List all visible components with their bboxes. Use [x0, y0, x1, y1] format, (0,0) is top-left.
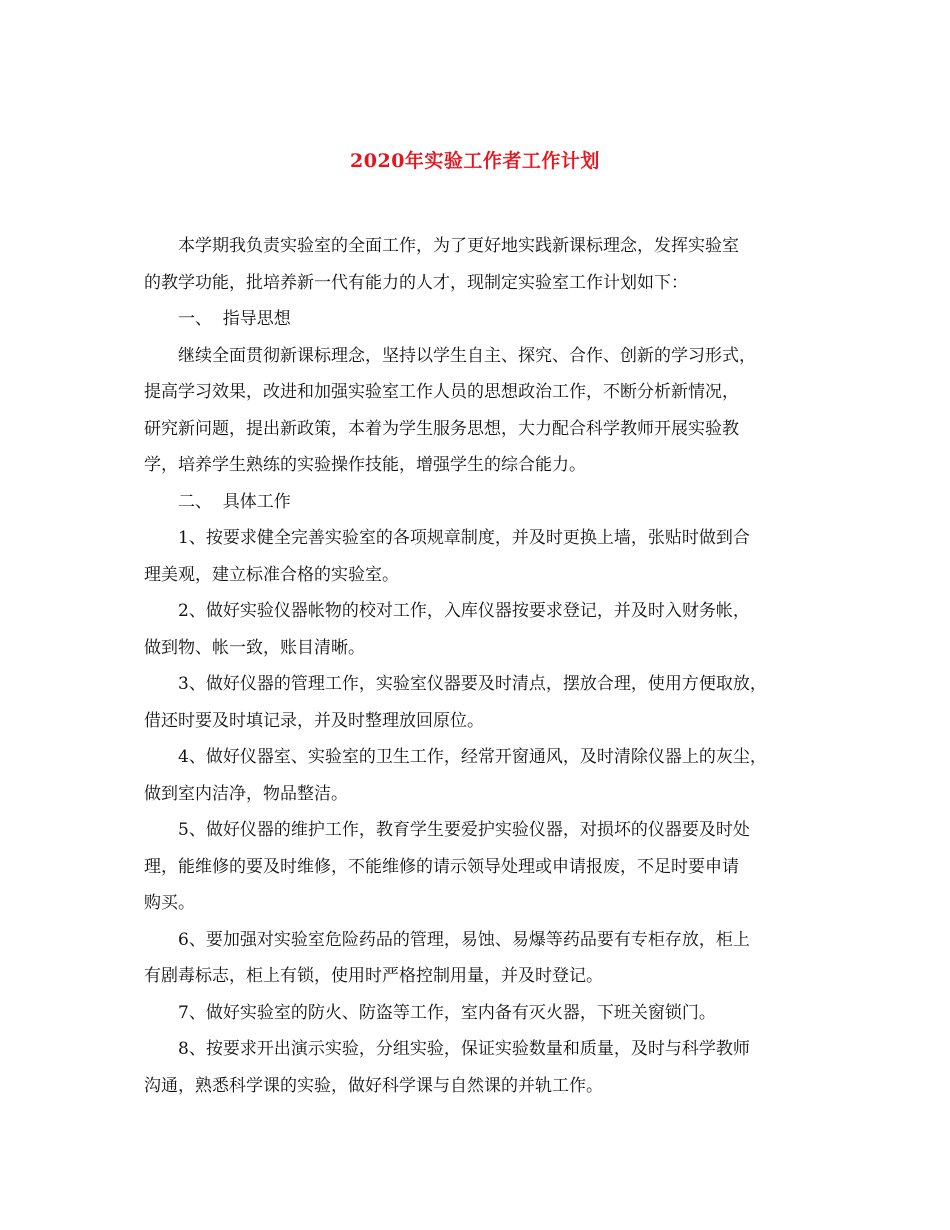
paragraph-line: 学，培养学生熟练的实验操作技能，增强学生的综合能力。	[144, 455, 586, 475]
document-title: 2020年实验工作者工作计划	[350, 150, 600, 172]
paragraph-line: 理，能维修的要及时维修，不能维修的请示领导处理或申请报废，不足时要申请	[144, 856, 739, 877]
list-item-2	[144, 593, 814, 666]
list-item-1	[144, 520, 814, 593]
section-heading-specific-work	[144, 484, 814, 521]
section-heading-guiding-thought	[144, 301, 814, 338]
paragraph-line: 3、做好仪器的管理工作，实验室仪器要及时清点，摆放合理，使用方便取放，	[178, 674, 767, 694]
paragraph-line: 提高学习效果，改进和加强实验室工作人员的思想政治工作，不断分析新情况，	[144, 382, 739, 402]
paragraph-line: 研究新问题，提出新政策，本着为学生服务思想，大力配合科学教师开展实验教	[144, 418, 739, 439]
paragraph-line: 借还时要及时填记录，并及时整理放回原位。	[144, 710, 484, 731]
paragraph-line: 继续全面贯彻新课标理念，坚持以学生自主、探究、合作、创新的学习形式，	[178, 345, 756, 366]
paragraph-line: 理美观，建立标准合格的实验室。	[144, 564, 399, 585]
paragraph-line: 5、做好仪器的维护工作，教育学生要爱护实验仪器，对损坏的仪器要及时处	[178, 820, 750, 840]
paragraph-line: 做到物、帐一致，账目清晰。	[144, 637, 365, 658]
heading-line: 二、 具体工作	[178, 491, 291, 512]
paragraph-line: 有剧毒标志，柜上有锁，使用时严格控制用量，并及时登记。	[144, 966, 603, 986]
paragraph-line: 沟通，熟悉科学课的实验，做好科学课与自然课的并轨工作。	[144, 1075, 603, 1096]
paragraph-line: 2、做好实验仪器帐物的校对工作，入库仪器按要求登记，并及时入财务帐，	[178, 601, 750, 621]
list-item-5	[144, 812, 814, 922]
list-item-6	[144, 922, 814, 995]
heading-line: 一、 指导思想	[178, 309, 291, 329]
paragraph-line: 8、按要求开出演示实验，分组实验，保证实验数量和质量，及时与科学教师	[178, 1039, 750, 1059]
paragraph-line: 4、做好仪器室、实验室的卫生工作，经常开窗通风，及时清除仪器上的灰尘，	[178, 747, 767, 767]
list-item-3	[144, 666, 814, 739]
paragraph-intro	[144, 228, 814, 301]
list-item-8	[144, 1031, 814, 1104]
paragraph-line: 7、做好实验室的防火、防盗等工作，室内备有灭火器，下班关窗锁门。	[178, 1002, 716, 1023]
document-body	[144, 228, 814, 1104]
paragraph-line: 购买。	[144, 893, 195, 913]
paragraph-line: 做到室内洁净，物品整洁。	[144, 783, 348, 804]
paragraph-line: 6、要加强对实验室危险药品的管理，易蚀、易爆等药品要有专柜存放，柜上	[178, 929, 750, 950]
paragraph-guiding-thought	[144, 338, 814, 484]
paragraph-line: 本学期我负责实验室的全面工作，为了更好地实践新课标理念，发挥实验室	[178, 236, 739, 256]
list-item-4	[144, 739, 814, 812]
paragraph-line: 1、按要求健全完善实验室的各项规章制度，并及时更换上墙，张贴时做到合	[178, 528, 750, 548]
paragraph-line: 的教学功能，批培养新一代有能力的人才，现制定实验室工作计划如下：	[144, 272, 688, 293]
list-item-7	[144, 995, 814, 1032]
